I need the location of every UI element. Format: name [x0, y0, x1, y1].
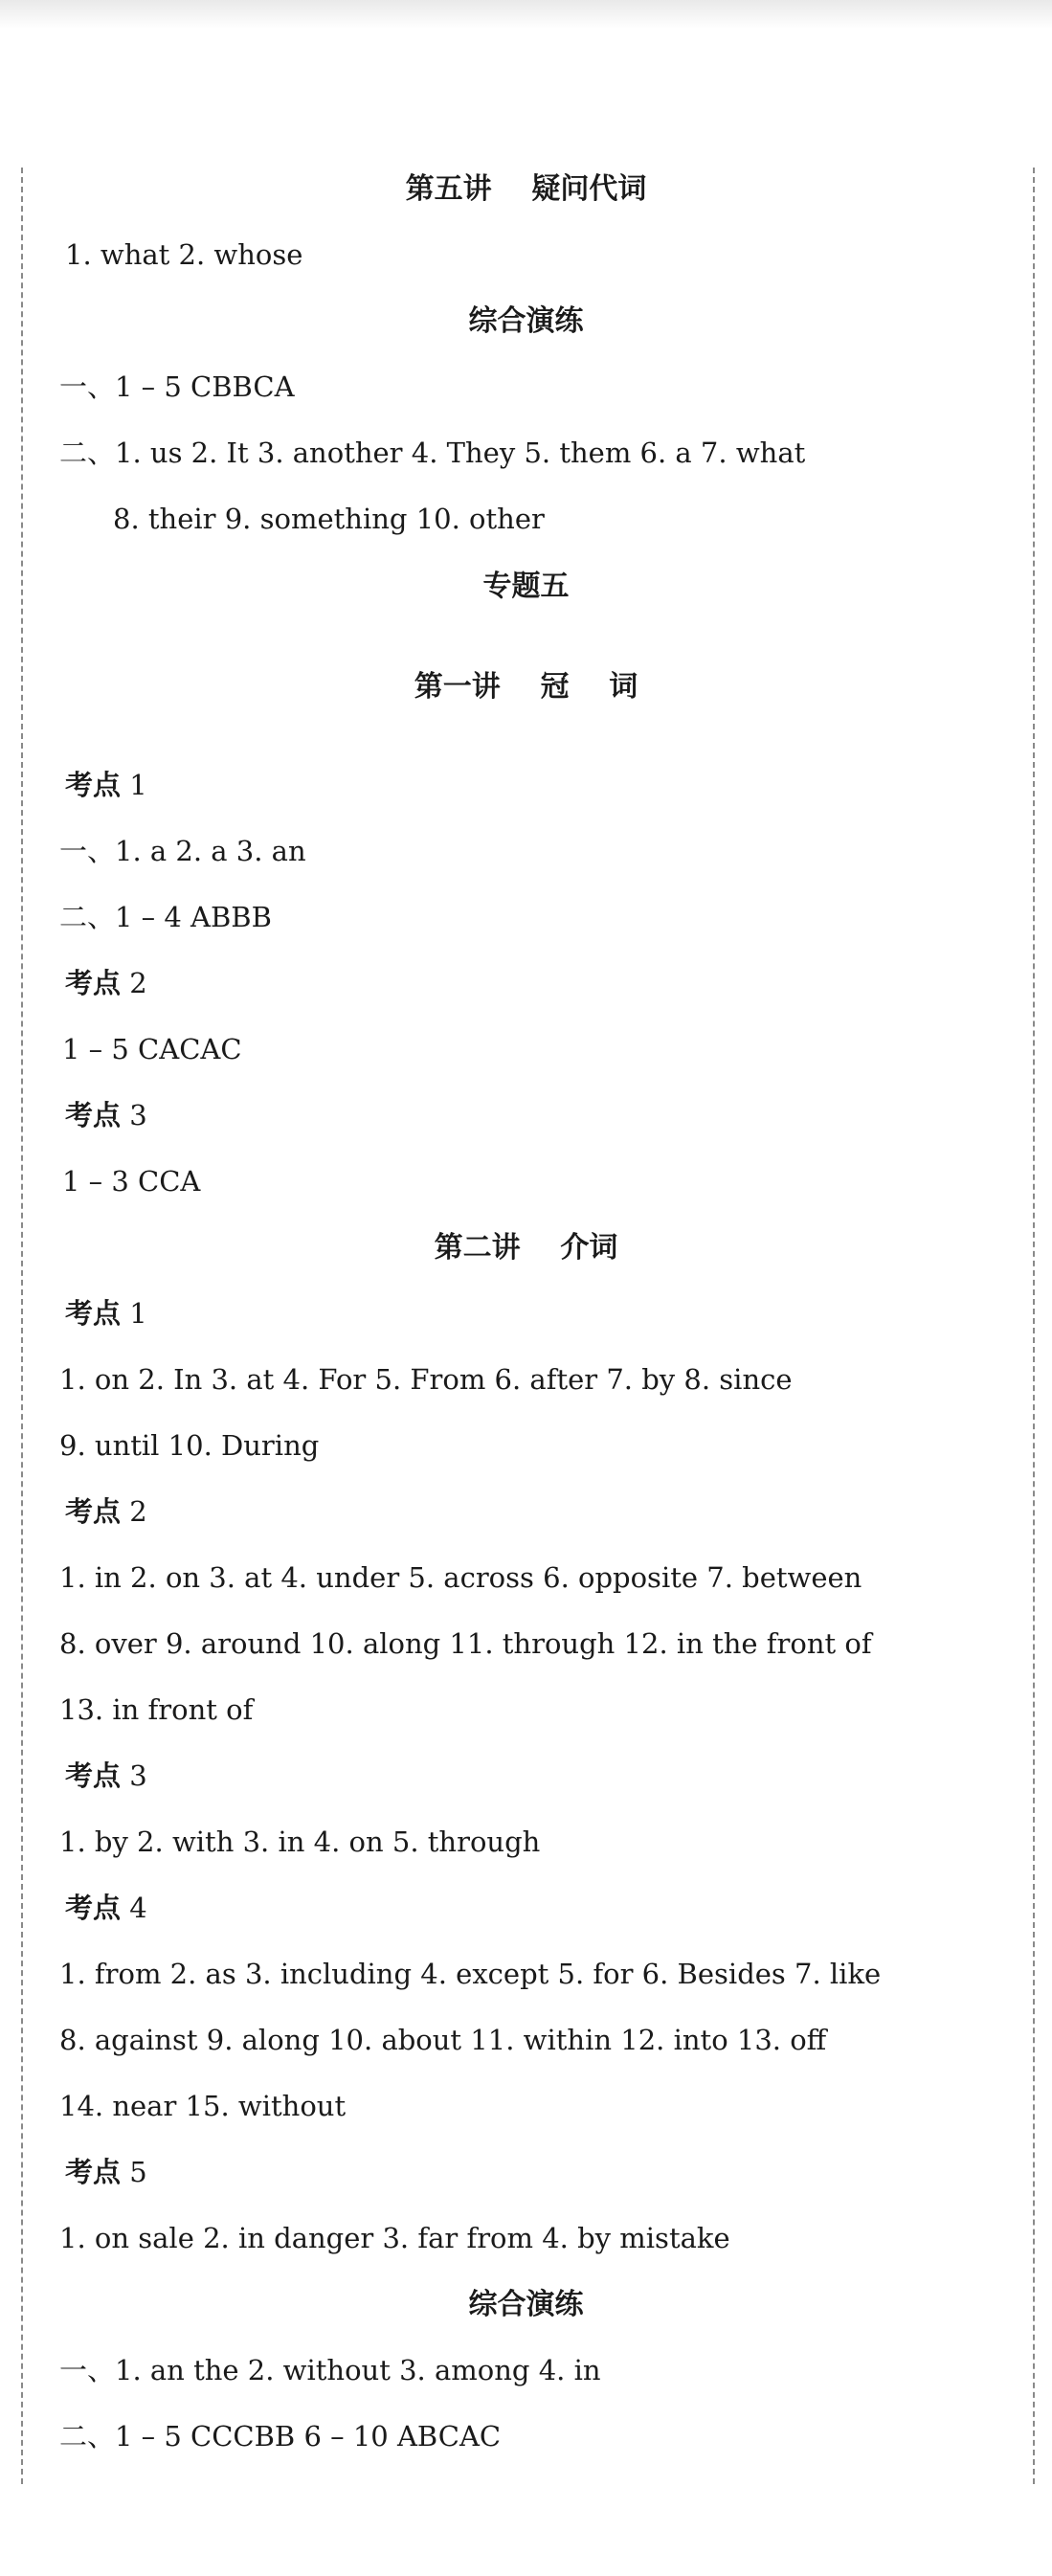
l2-kaodian4-line3: 14. near 15. without [59, 2090, 347, 2122]
l2-kaodian1-line1: 1. on 2. In 3. at 4. For 5. From 6. after 7. by 8. since [59, 1363, 793, 1396]
l1-kaodian1-part1: 一、1. a 2. a 3. an [59, 835, 306, 867]
l1-kaodian1-label [65, 766, 147, 804]
l2-kaodian1-line2: 9. until 10. During [59, 1429, 320, 1462]
l2-kaodian3-line1: 1. by 2. with 3. in 4. on 5. through [59, 1826, 541, 1858]
kaodian-text: 考点 [65, 1892, 122, 1924]
l2-kaodian2-label [65, 1492, 147, 1531]
review1-part2-line1: 二、1. us 2. It 3. another 4. They 5. them 6. a 7. what [59, 437, 806, 469]
top-shade [0, 0, 1052, 29]
right-dashed-border [1033, 168, 1035, 2484]
l2-kaodian4-line1: 1. from 2. as 3. including 4. except 5. for 6. Besides 7. like [59, 1958, 882, 1990]
l2-kaodian5-line1: 1. on sale 2. in danger 3. far from 4. by mistake [59, 2222, 730, 2254]
kaodian-number: 1 [121, 1297, 147, 1330]
review2-part2: 二、1 – 5 CCCBB 6 – 10 ABCAC [59, 2420, 502, 2453]
kaodian-number: 3 [121, 1099, 147, 1131]
l2-kaodian2-line2: 8. over 9. around 10. along 11. through 12. in the front of [59, 1627, 872, 1660]
review2-part1: 一、1. an the 2. without 3. among 4. in [59, 2354, 601, 2386]
l1-kaodian3-label [65, 1096, 147, 1134]
topic5-heading: 专题五 [482, 570, 570, 603]
l2-kaodian4-label [65, 1889, 147, 1927]
kaodian-text: 考点 [65, 769, 122, 801]
l2-kaodian5-label [65, 2153, 147, 2191]
kaodian-number: 2 [121, 967, 147, 999]
l2-kaodian4-line2: 8. against 9. along 10. about 11. within 12. into 13. off [59, 2024, 827, 2056]
kaodian-text: 考点 [65, 1099, 122, 1131]
review1-part2-line2: 8. their 9. something 10. other [113, 503, 545, 535]
lecture5-answers: 1. what 2. whose [65, 238, 303, 271]
kaodian-text: 考点 [65, 1297, 122, 1330]
review1-part1: 一、1 – 5 CBBCA [59, 370, 295, 403]
kaodian-text: 考点 [65, 1759, 122, 1792]
review-heading-2: 综合演练 [468, 2288, 584, 2321]
l1-kaodian3-answers: 1 – 3 CCA [62, 1165, 201, 1198]
l2-kaodian3-label [65, 1757, 147, 1795]
kaodian-number: 4 [121, 1892, 147, 1924]
l1-kaodian2-answers: 1 – 5 CACAC [62, 1033, 242, 1065]
kaodian-number: 2 [121, 1495, 147, 1528]
kaodian-text: 考点 [65, 967, 122, 999]
l2-kaodian2-line3: 13. in front of [59, 1693, 254, 1726]
lecture1-heading: 第一讲 冠 词 [414, 670, 638, 704]
left-dashed-border [21, 168, 23, 2484]
kaodian-number: 5 [121, 2156, 147, 2188]
kaodian-text: 考点 [65, 1495, 122, 1528]
l2-kaodian1-label [65, 1294, 147, 1333]
l2-kaodian2-line1: 1. in 2. on 3. at 4. under 5. across 6. opposite 7. between [59, 1561, 862, 1594]
kaodian-number: 1 [121, 769, 147, 801]
kaodian-text: 考点 [65, 2156, 122, 2188]
lecture5-heading: 第五讲 疑问代词 [405, 172, 647, 206]
l1-kaodian2-label [65, 964, 147, 1002]
kaodian-number: 3 [121, 1759, 147, 1792]
lecture2-heading: 第二讲 介词 [434, 1231, 618, 1265]
l1-kaodian1-part2: 二、1 – 4 ABBB [59, 901, 272, 933]
review-heading-1: 综合演练 [468, 304, 584, 338]
